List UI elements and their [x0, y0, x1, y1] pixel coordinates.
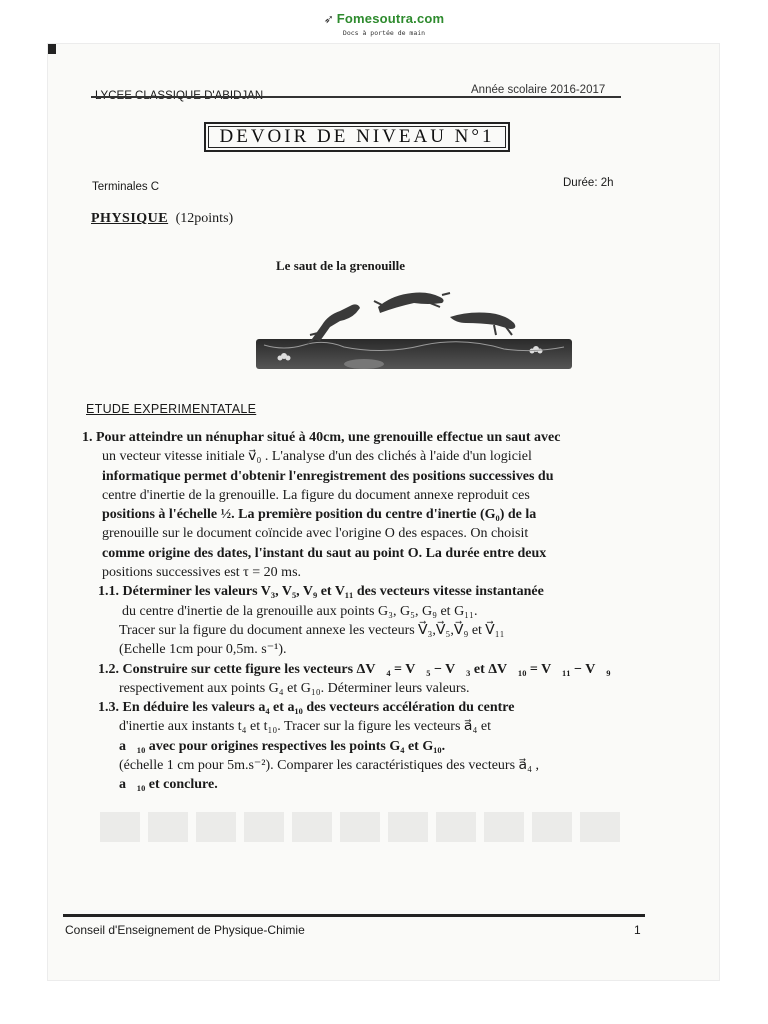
- text-line: 1. Pour atteindre un nénuphar situé à 40cm, une grenouille effectue un saut avec: [82, 430, 561, 445]
- school-year: Année scolaire 2016-2017: [471, 84, 606, 96]
- brand-name: Fomesoutra: [336, 11, 414, 26]
- subject-points: (12points): [175, 211, 234, 226]
- brand-logo-icon: ➶: [323, 12, 334, 26]
- brand-tagline: Docs à portée de main: [342, 29, 426, 37]
- text-line: centre d'inertie de la grenouille. La figure du document annexe reproduit ces: [102, 487, 530, 503]
- text-line: positions successives est τ = 20 ms.: [102, 565, 302, 581]
- question-1-3: 1.3. En déduire les valeurs a₄ et a₁₀ des vecteurs accélération du centre: [98, 700, 515, 716]
- text-line: a⃗₁₀ et conclure.: [119, 777, 218, 793]
- text-line: un vecteur vitesse initiale v⃗₀ . L'analyse d'un des clichés à l'aide d'un logiciel: [102, 449, 532, 465]
- exam-title-box: [204, 122, 510, 152]
- class-level: Terminales C: [92, 181, 160, 193]
- frog-landing-icon: [450, 313, 515, 336]
- text-line: (échelle 1 cm pour 5m.s⁻²). Comparer les caractéristiques des vecteurs a⃗₄ ,: [119, 758, 540, 774]
- text-line: grenouille sur le document coïncide avec l'origine O des espaces. On choisit: [102, 526, 529, 542]
- question-1-1: 1.1. Déterminer les valeurs V₃, V₅, V₉ et V₁₁ des vecteurs vitesse instantanée: [98, 584, 544, 600]
- pond-water: [256, 339, 572, 369]
- text-line: (Echelle 1cm pour 0,5m. s⁻¹).: [119, 642, 287, 658]
- text-line: informatique permet d'obtenir l'enregistrement des positions successives du: [102, 468, 554, 484]
- brand-suffix: .com: [413, 11, 445, 26]
- text-line: comme origine des dates, l'instant du saut au point O. La durée entre deux: [102, 545, 547, 561]
- binder-mark: [48, 44, 56, 54]
- lily-pad-icon: [344, 359, 384, 369]
- exercise-text: [82, 428, 642, 795]
- exam-title: DEVOIR DE NIVEAU N°1: [219, 126, 495, 147]
- frog-jump-illustration: [254, 283, 574, 375]
- text-line: a⃗₁₀ avec pour origines respectives les points G₄ et G₁₀.: [119, 738, 446, 754]
- page-number: 1: [634, 923, 641, 937]
- text-line: d'inertie aux instants t₄ et t₁₀. Tracer sur la figure les vecteurs a⃗₄ et: [119, 719, 491, 735]
- text-line: respectivement aux points G₄ et G₁₀. Déterminer leurs valeurs.: [119, 680, 470, 696]
- footer-council: Conseil d'Enseignement de Physique-Chimie: [65, 923, 305, 937]
- bleed-through-text: [100, 812, 620, 842]
- illustration-title: Le saut de la grenouille: [276, 258, 406, 273]
- exam-duration: Durée: 2h: [563, 177, 614, 189]
- watermark: [0, 10, 768, 37]
- header-rule: [91, 96, 621, 98]
- section-title: ETUDE EXPERIMENTATALE: [86, 402, 257, 416]
- subject-heading: [91, 211, 233, 227]
- text-line: du centre d'inertie de la grenouille aux points G₃, G₅, G₉ et G₁₁.: [122, 603, 478, 619]
- frog-takeoff-icon: [308, 304, 360, 343]
- text-line: positions à l'échelle ½. La première position du centre d'inertie (G₀) de la: [102, 507, 537, 523]
- subject-name: PHYSIQUE: [91, 211, 169, 226]
- text-line: Tracer sur la figure du document annexe les vecteurs V⃗₃,V⃗₅,V⃗₉ et V⃗₁₁: [119, 622, 505, 638]
- frog-midair-icon: [374, 293, 450, 314]
- question-1-2: 1.2. Construire sur cette figure les vecteurs ΔV⃗₄ = V⃗₅ − V⃗₃ et ΔV⃗₁₀ = V⃗₁₁ − V⃗₉: [98, 661, 611, 677]
- footer-rule: [63, 914, 645, 917]
